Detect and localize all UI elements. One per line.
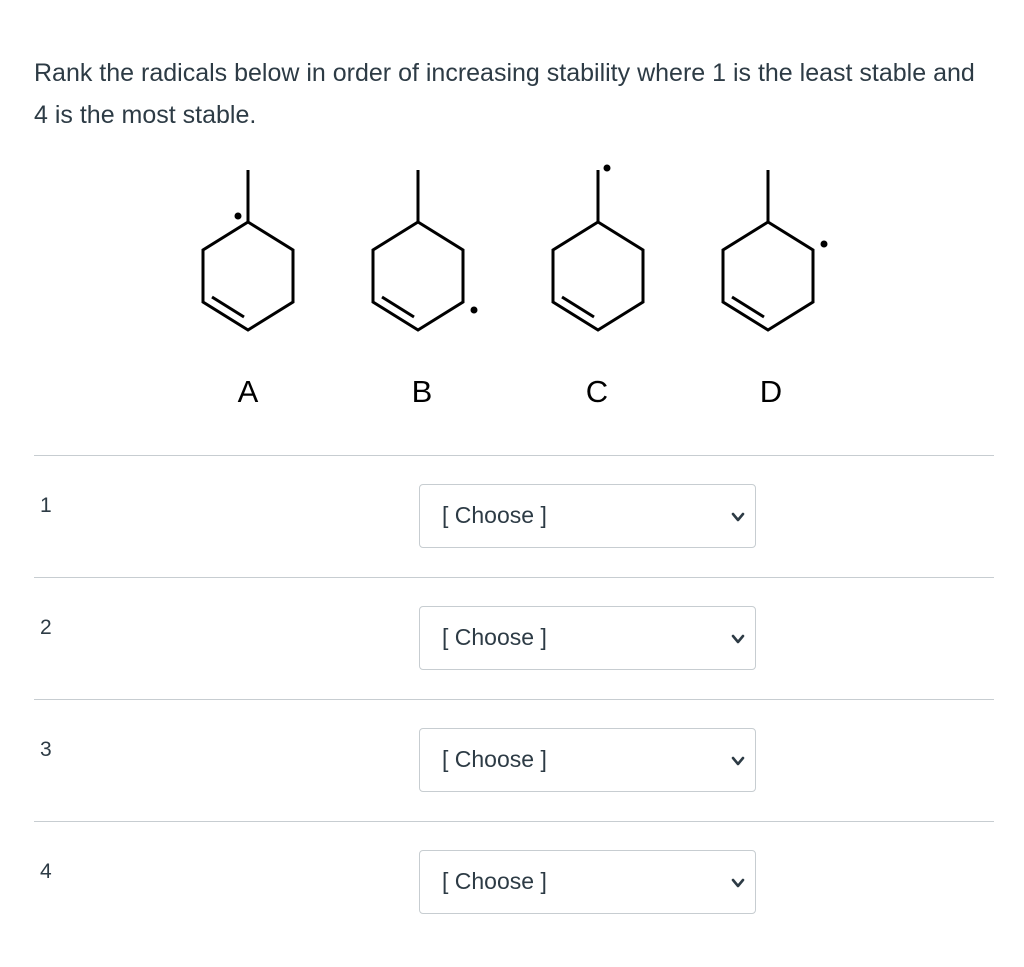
row-number-3: 3 (40, 738, 52, 761)
row-divider (34, 821, 994, 822)
row-divider (34, 455, 994, 456)
row-number-4: 4 (40, 860, 52, 883)
chevron-down-icon (731, 510, 745, 524)
chevron-down-icon (731, 876, 745, 890)
rank-3-select[interactable] (419, 728, 756, 792)
molecule-label-d: D (759, 374, 783, 409)
molecule-c (553, 165, 643, 331)
radical-structures-figure (0, 150, 1024, 430)
select-value: [ Choose ] (442, 502, 547, 528)
radical-dot (604, 165, 611, 172)
row-divider (34, 577, 994, 578)
molecule-b (373, 170, 478, 330)
radical-dot (821, 241, 828, 248)
chevron-down-icon (731, 754, 745, 768)
chevron-down-icon (731, 632, 745, 646)
molecule-label-b: B (411, 374, 433, 409)
select-value: [ Choose ] (442, 624, 547, 650)
select-value: [ Choose ] (442, 868, 547, 894)
radical-dot (235, 213, 242, 220)
row-divider (34, 699, 994, 700)
rank-2-select[interactable] (419, 606, 756, 670)
question-text: Rank the radicals below in order of increasing stability where 1 is the least stable and 4 is the most stable. (34, 59, 975, 129)
molecule-d (723, 170, 828, 330)
radical-dot (471, 307, 478, 314)
rank-1-select[interactable] (419, 484, 756, 548)
molecule-label-a: A (237, 374, 259, 409)
row-number-2: 2 (40, 616, 52, 639)
molecule-a (203, 170, 293, 330)
molecule-label-c: C (585, 374, 609, 409)
select-value: [ Choose ] (442, 746, 547, 772)
row-number-1: 1 (40, 494, 52, 517)
rank-4-select[interactable] (419, 850, 756, 914)
